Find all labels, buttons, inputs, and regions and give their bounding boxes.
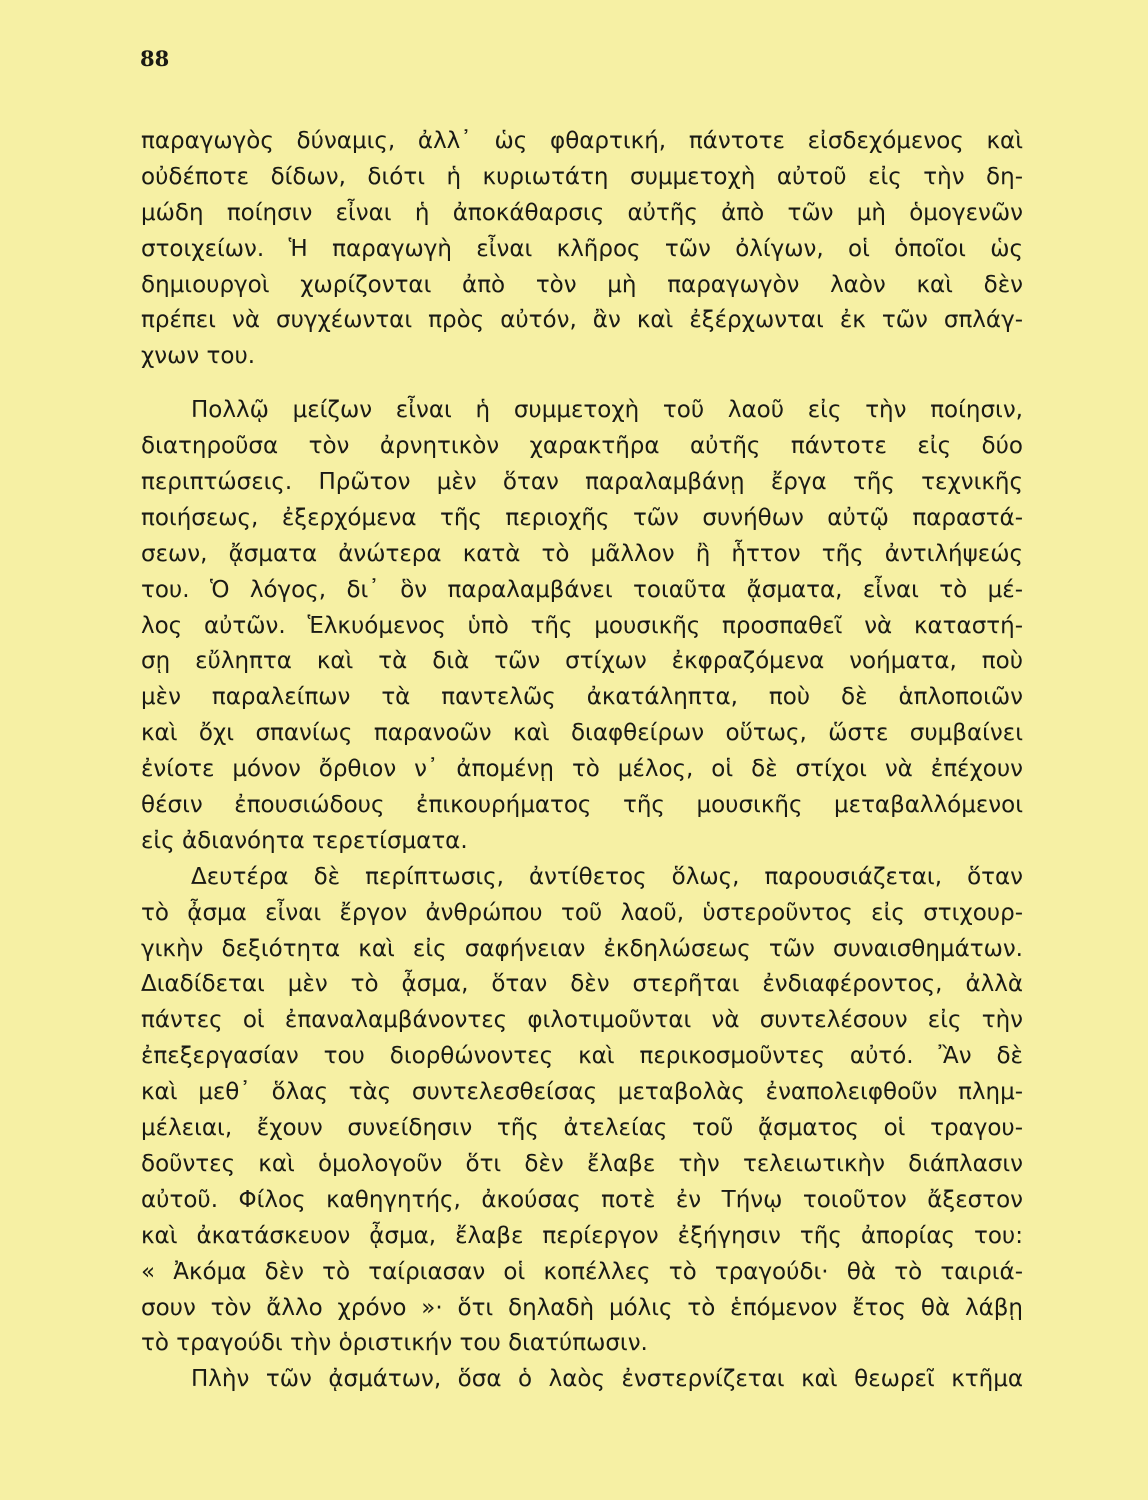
page-number: 88 [140, 46, 170, 71]
text-line: ἐνίοτε μόνον ὄρθιον ν᾽ ἀπομένῃ τὸ μέλος, οἱ δὲ στίχοι νὰ ἐπέχουν [141, 756, 1023, 783]
text-line: σεων, ᾄσματα ἀνώτερα κατὰ τὸ μᾶλλον ἢ ἧττον τῆς ἀντιλήψεώς [141, 540, 1023, 567]
text-line: γικὴν δεξιότητα καὶ εἰς σαφήνειαν ἐκδηλώσεως τῶν συναισθημάτων. [141, 935, 1023, 962]
text-line: μὲν παραλείπων τὰ παντελῶς ἀκατάληπτα, ποὺ δὲ ἁπλοποιῶν [141, 684, 1023, 711]
text-line: σῃ εὔληπτα καὶ τὰ διὰ τῶν στίχων ἐκφραζόμενα νοήματα, ποὺ [141, 648, 1023, 675]
text-line: Δευτέρα δὲ περίπτωσις, ἀντίθετος ὅλως, παρουσιάζεται, ὅταν [191, 863, 1023, 890]
text-line: « Ἀκόμα δὲν τὸ ταίριασαν οἱ κοπέλλες τὸ τραγούδι· θὰ τὸ ταιριά- [141, 1258, 1023, 1285]
text-line: δημιουργοὶ χωρίζονται ἀπὸ τὸν μὴ παραγωγὸν λαὸν καὶ δὲν [141, 271, 1023, 298]
text-line: Διαδίδεται μὲν τὸ ᾆσμα, ὅταν δὲν στερῆται ἐνδιαφέροντος, ἀλλὰ [141, 971, 1023, 998]
paragraph-2 [141, 393, 1023, 860]
text-line: θέσιν ἐπουσιώδους ἐπικουρήματος τῆς μουσικῆς μεταβαλλόμενοι [141, 792, 1023, 819]
paragraph-1 [141, 124, 1023, 375]
text-line: περιπτώσεις. Πρῶτον μὲν ὅταν παραλαμβάνῃ ἔργα τῆς τεχνικῆς [141, 469, 1023, 496]
text-line: λος αὐτῶν. Ἑλκυόμενος ὑπὸ τῆς μουσικῆς προσπαθεῖ νὰ καταστή- [141, 612, 1023, 639]
paragraph-gap [141, 375, 1023, 393]
text-line: τὸ τραγούδι τὴν ὁριστικήν του διατύπωσιν. [141, 1330, 648, 1357]
text-line: Πολλῷ μείζων εἶναι ἡ συμμετοχὴ τοῦ λαοῦ εἰς τὴν ποίησιν, [191, 397, 1023, 424]
text-line: παραγωγὸς δύναμις, ἀλλ᾽ ὡς φθαρτική, πάντοτε εἰσδεχόμενος καὶ [141, 128, 1023, 154]
text-line: χνων του. [141, 343, 256, 370]
body-text [141, 124, 1023, 1398]
text-line: μέλειαι, ἔχουν συνείδησιν τῆς ἀτελείας τοῦ ᾄσματος οἱ τραγου- [141, 1115, 1023, 1142]
text-line: διατηροῦσα τὸν ἀρνητικὸν χαρακτῆρα αὐτῆς πάντοτε εἰς δύο [141, 433, 1023, 460]
text-line: ποιήσεως, ἐξερχόμενα τῆς περιοχῆς τῶν συνήθων αὐτῷ παραστά- [141, 504, 1023, 531]
text-line: καὶ ὄχι σπανίως παρανοῶν καὶ διαφθείρων οὕτως, ὥστε συμβαίνει [141, 720, 1023, 747]
text-line: Πλὴν τῶν ᾀσμάτων, ὅσα ὁ λαὸς ἐνστερνίζεται καὶ θεωρεῖ κτῆμα [191, 1366, 1023, 1393]
text-line: στοιχείων. Ἡ παραγωγὴ εἶναι κλῆρος τῶν ὀλίγων, οἱ ὁποῖοι ὡς [141, 235, 1023, 262]
paragraph-4 [141, 1362, 1023, 1398]
text-line: καὶ ἀκατάσκευον ᾆσμα, ἔλαβε περίεργον ἐξήγησιν τῆς ἀπορίας του: [141, 1222, 1023, 1249]
paragraph-3 [141, 860, 1023, 1362]
text-line: οὐδέποτε δίδων, διότι ἡ κυριωτάτη συμμετοχὴ αὐτοῦ εἰς τὴν δη- [141, 163, 1023, 190]
text-line: ἐπεξεργασίαν του διορθώνοντες καὶ περικοσμοῦντες αὐτό. Ἂν δὲ [141, 1043, 1023, 1070]
text-line: μώδη ποίησιν εἶναι ἡ ἀποκάθαρσις αὐτῆς ἀπὸ τῶν μὴ ὁμογενῶν [141, 199, 1023, 226]
text-line: αὐτοῦ. Φίλος καθηγητής, ἀκούσας ποτὲ ἐν Τήνῳ τοιοῦτον ἄξεστον [141, 1186, 1023, 1213]
text-line: του. Ὁ λόγος, δι᾽ ὃν παραλαμβάνει τοιαῦτα ᾄσματα, εἶναι τὸ μέ- [141, 576, 1023, 603]
text-line: εἰς ἀδιανόητα τερετίσματα. [141, 827, 468, 854]
text-line: καὶ μεθ᾽ ὅλας τὰς συντελεσθείσας μεταβολὰς ἐναπολειφθοῦν πλημ- [141, 1079, 1023, 1106]
text-line: σουν τὸν ἄλλο χρόνο »· ὅτι δηλαδὴ μόλις τὸ ἑπόμενον ἔτος θὰ λάβῃ [141, 1294, 1023, 1321]
text-line: πρέπει νὰ συγχέωνται πρὸς αὐτόν, ἂν καὶ ἐξέρχωνται ἐκ τῶν σπλάγ- [141, 307, 1023, 334]
text-line: τὸ ᾆσμα εἶναι ἔργον ἀνθρώπου τοῦ λαοῦ, ὑστεροῦντος εἰς στιχουρ- [141, 899, 1023, 926]
text-line: δοῦντες καὶ ὁμολογοῦν ὅτι δὲν ἔλαβε τὴν τελειωτικὴν διάπλασιν [141, 1150, 1023, 1177]
text-line: πάντες οἱ ἐπαναλαμβάνοντες φιλοτιμοῦνται νὰ συντελέσουν εἰς τὴν [141, 1007, 1023, 1034]
